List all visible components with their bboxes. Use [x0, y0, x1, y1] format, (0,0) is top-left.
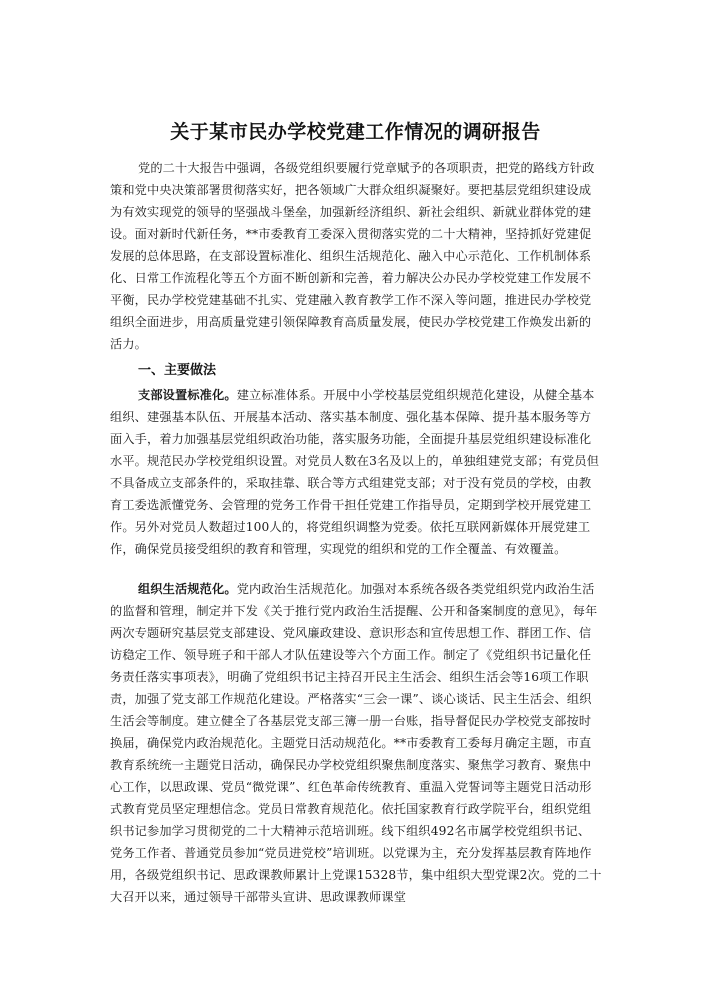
paragraph-body: 建立标准体系。开展中小学校基层党组织规范化建设，从健全基本组织、建强基本队伍、开展基本活动、落实基本制度、强化基本保障、提升基本服务等方面入手，着力加强基层党组织政治功能，落实服务功能，全面提升基层党组织建设标准化水平。规范民办学校党组织设置。对党员人数在3名及以上的，单独组建党支部；有党员但不具备成立支部条件的，采取挂靠、联合等方式组建党支部；对于没有党员的学校，由教育工委选派懂党务、会管理的党务工作骨干担任党建工作指导员，定期到学校开展党建工作。另外对党员人数超过100人的，将党组织调整为党委。依托互联网新媒体开展党建工作，确保党员接受组织的教育和管理，实现党的组织和党的工作全覆盖、有效覆盖。 — [110, 388, 600, 556]
section-heading: 一、主要做法 — [138, 363, 217, 378]
document-title: 关于某市民办学校党建工作情况的调研报告 — [170, 121, 541, 143]
paragraph-lead: 组织生活规范化。 — [138, 582, 237, 596]
paragraph-org-life — [110, 578, 602, 908]
intro-paragraph: 党的二十大报告中强调，各级党组织要履行党章赋予的各项职责，把党的路线方针政策和党中央决策部署贯彻落实好，把各领域广大群众组织凝聚好。要把基层党组织建设成为有效实现党的领导的坚强战斗堡垒，加强新经济组织、新社会组织、新就业群体党的建设。面对新时代新任务，**市委教育工委深入贯彻落实党的二十大精神，坚持抓好党建促发展的总体思路，在支部设置标准化、组织生活规范化、融入中心示范化、工作机制体系化、日常工作流程化等五个方面不断创新和完善，着力解决公办民办学校党建工作发展不平衡，民办学校党建基础不扎实、党建融入教育教学工作不深入等问题，推进民办学校党组织全面进步，用高质量党建引领保障教育高质量发展，使民办学校党建工作焕发出新的活力。 — [110, 161, 595, 351]
paragraph-body: 党内政治生活规范化。加强对本系统各级各类党组织党内政治生活的监督和管理，制定并下发《关于推行党内政治生活提醒、公开和备案制度的意见》，每年两次专题研究基层党支部建设、党风廉政建设、意识形态和宣传思想工作、群团工作、信访稳定工作、领导班子和干部人才队伍建设等六个方面工作。制定了《党组织书记量化任务责任落实事项表》，明确了党组织书记主持召开民主生活会、组织生活会等16项工作职责，加强了党支部工作规范化建设。严格落实“三会一课”、谈心谈话、民主生活会、组织生活会等制度。建立健全了各基层党支部三簿一册一台账，指导督促民办学校党支部按时换届，确保党内政治规范化。主题党日活动规范化。**市委教育工委每月确定主题，市直教育系统统一主题党日活动，确保民办学校党组织聚焦制度落实、聚焦学习教育、聚焦中心工作，以思政课、党员“微党课”、红色革命传统教育、重温入党誓词等主题党日活动形式教育党员坚定理想信念。党员日常教育规范化。依托国家教育行政学院平台，组织党组织书记参加学习贯彻党的二十大精神示范培训班。线下组织492名市属学校党组织书记、党务工作者、普通党员参加“党员进党校”培训班。以党课为主，充分发挥基层教育阵地作用，各级党组织书记、思政课教师累计上党课15328节，集中组织大型党课2次。党的二十大召开以来，通过领导干部带头宣讲、思政课教师课堂 — [110, 582, 602, 904]
paragraph-lead: 支部设置标准化。 — [138, 388, 237, 402]
paragraph-branch-setup — [110, 384, 602, 560]
